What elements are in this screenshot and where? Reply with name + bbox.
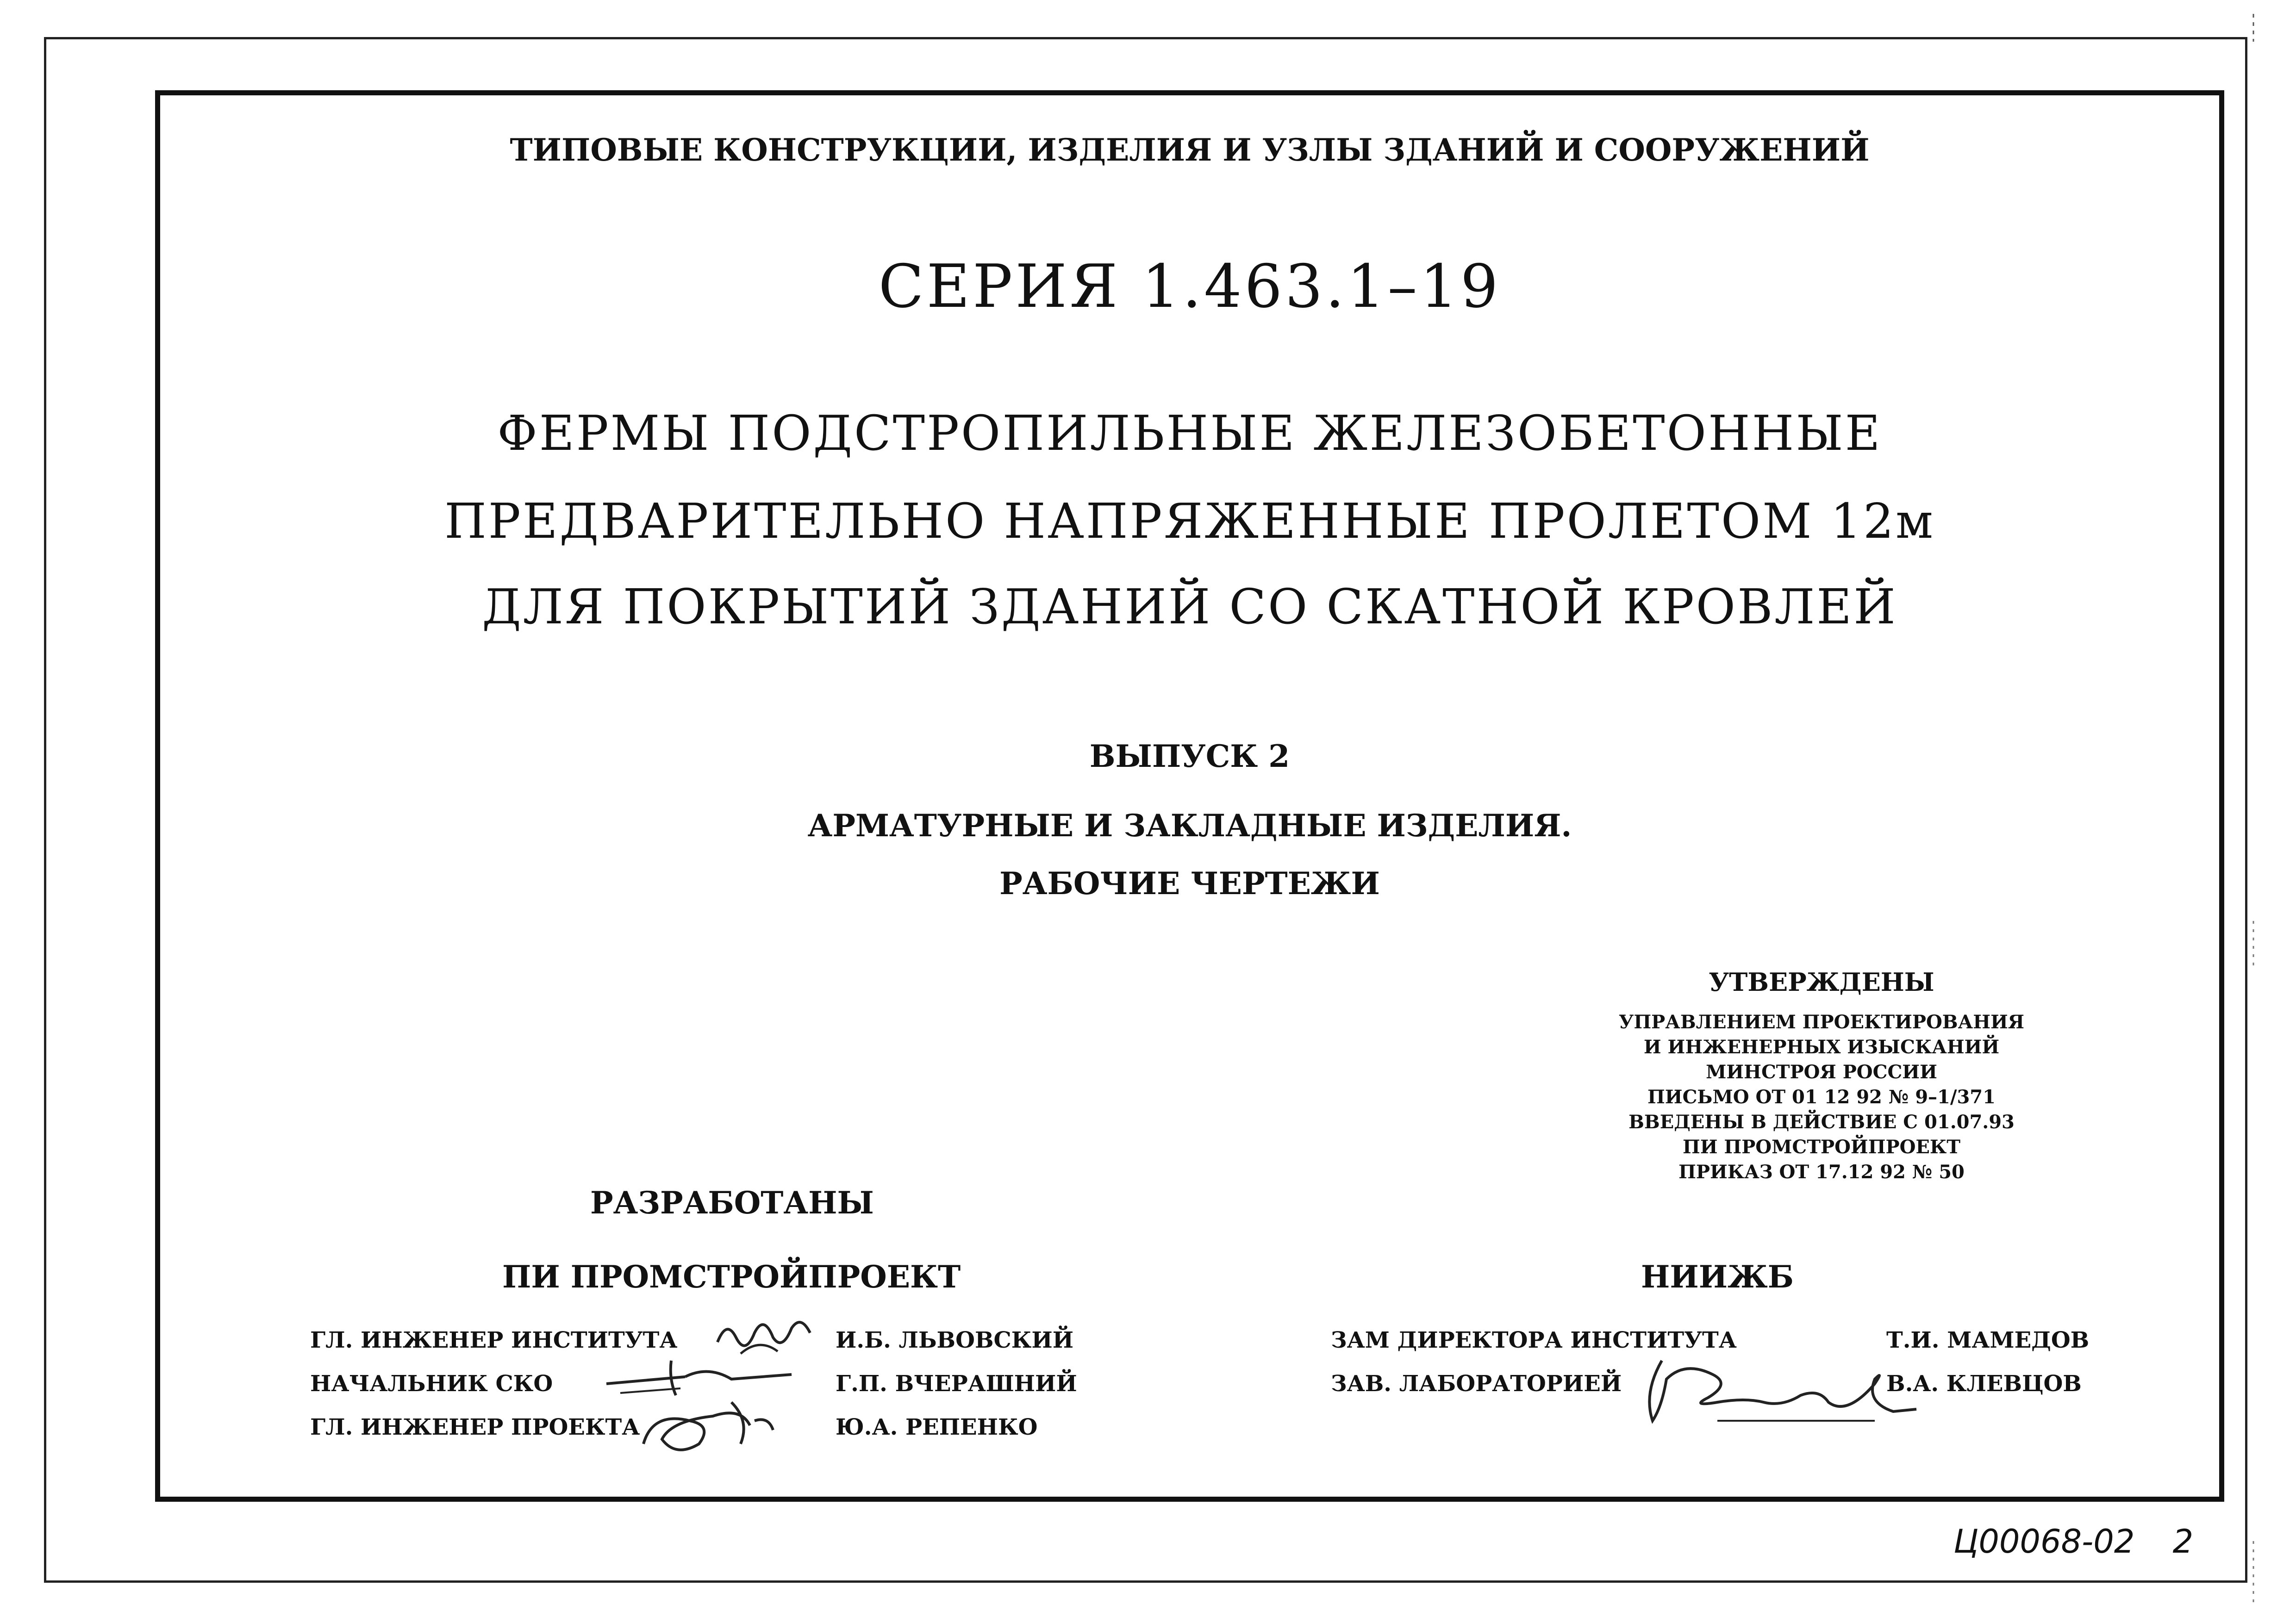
approval-line: ПИСЬМО ОТ 01 12 92 № 9–1/371 — [1647, 1086, 1996, 1108]
signatory-name: Т.И. МАМЕДОВ — [1886, 1327, 2090, 1353]
signatory-role: ЗАМ ДИРЕКТОРА ИНСТИТУТА — [1331, 1327, 1737, 1353]
issue-label: ВЫПУСК 2 — [1089, 738, 1290, 774]
series-number: СЕРИЯ 1.463.1–19 — [878, 252, 1501, 321]
approval-line: ВВЕДЕНЫ В ДЕЙСТВИЕ С 01.07.93 — [1628, 1111, 2015, 1133]
approval-line: МИНСТРОЯ РОССИИ — [1706, 1061, 1937, 1083]
signature-repenko — [634, 1393, 782, 1462]
title-line-1: ФЕРМЫ ПОДСТРОПИЛЬНЫЕ ЖЕЛЕЗОБЕТОННЫЕ — [497, 405, 1882, 461]
subtitle-line-2: РАБОЧИЕ ЧЕРТЕЖИ — [999, 865, 1380, 902]
document-code — [1953, 1523, 2193, 1561]
approval-block — [1588, 967, 2055, 1185]
binding-marks — [2250, 14, 2259, 1606]
document-code-text: Ц00068-02 — [1953, 1523, 2135, 1561]
sheet-number: 2 — [2172, 1523, 2194, 1561]
approval-line: УПРАВЛЕНИЕМ ПРОЕКТИРОВАНИЯ — [1618, 1011, 2025, 1033]
approval-heading: УТВЕРЖДЕНЫ — [1709, 967, 1934, 997]
org-left-name: ПИ ПРОМСТРОЙПРОЕКТ — [502, 1259, 961, 1295]
approval-line: ПРИКАЗ ОТ 17.12 92 № 50 — [1678, 1161, 1965, 1183]
title-line-2: ПРЕДВАРИТЕЛЬНО НАПРЯЖЕННЫЕ ПРОЛЕТОМ 12м — [444, 493, 1935, 549]
signature-klevtsov — [1634, 1351, 1921, 1435]
signatory-role: ГЛ. ИНЖЕНЕР ИНСТИТУТА — [310, 1327, 678, 1353]
signatory-name: В.А. КЛЕВЦОВ — [1886, 1371, 2082, 1397]
approval-line: И ИНЖЕНЕРНЫХ ИЗЫСКАНИЙ — [1643, 1036, 2000, 1058]
title-line-3: ДЛЯ ПОКРЫТИЙ ЗДАНИЙ СО СКАТНОЙ КРОВЛЕЙ — [482, 578, 1897, 635]
approval-line: ПИ ПРОМСТРОЙПРОЕКТ — [1682, 1136, 1961, 1158]
signatory-role: ЗАВ. ЛАБОРАТОРИЕЙ — [1331, 1371, 1622, 1397]
developed-label: РАЗРАБОТАНЫ — [590, 1185, 874, 1221]
signatory-name: Ю.А. РЕПЕНКО — [836, 1414, 1038, 1440]
signatory-name: Г.П. ВЧЕРАШНИЙ — [836, 1371, 1077, 1397]
collection-header: ТИПОВЫЕ КОНСТРУКЦИИ, ИЗДЕЛИЯ И УЗЛЫ ЗДАНИЙ И СООРУЖЕНИЙ — [510, 132, 1870, 168]
signatory-role: НАЧАЛЬНИК СКО — [310, 1371, 553, 1397]
subtitle-line-1: АРМАТУРНЫЕ И ЗАКЛАДНЫЕ ИЗДЕЛИЯ. — [807, 808, 1572, 844]
signatory-role: ГЛ. ИНЖЕНЕР ПРОЕКТА — [310, 1414, 640, 1440]
org-right-name: НИИЖБ — [1641, 1259, 1794, 1295]
signatory-name: И.Б. ЛЬВОВСКИЙ — [836, 1327, 1074, 1353]
